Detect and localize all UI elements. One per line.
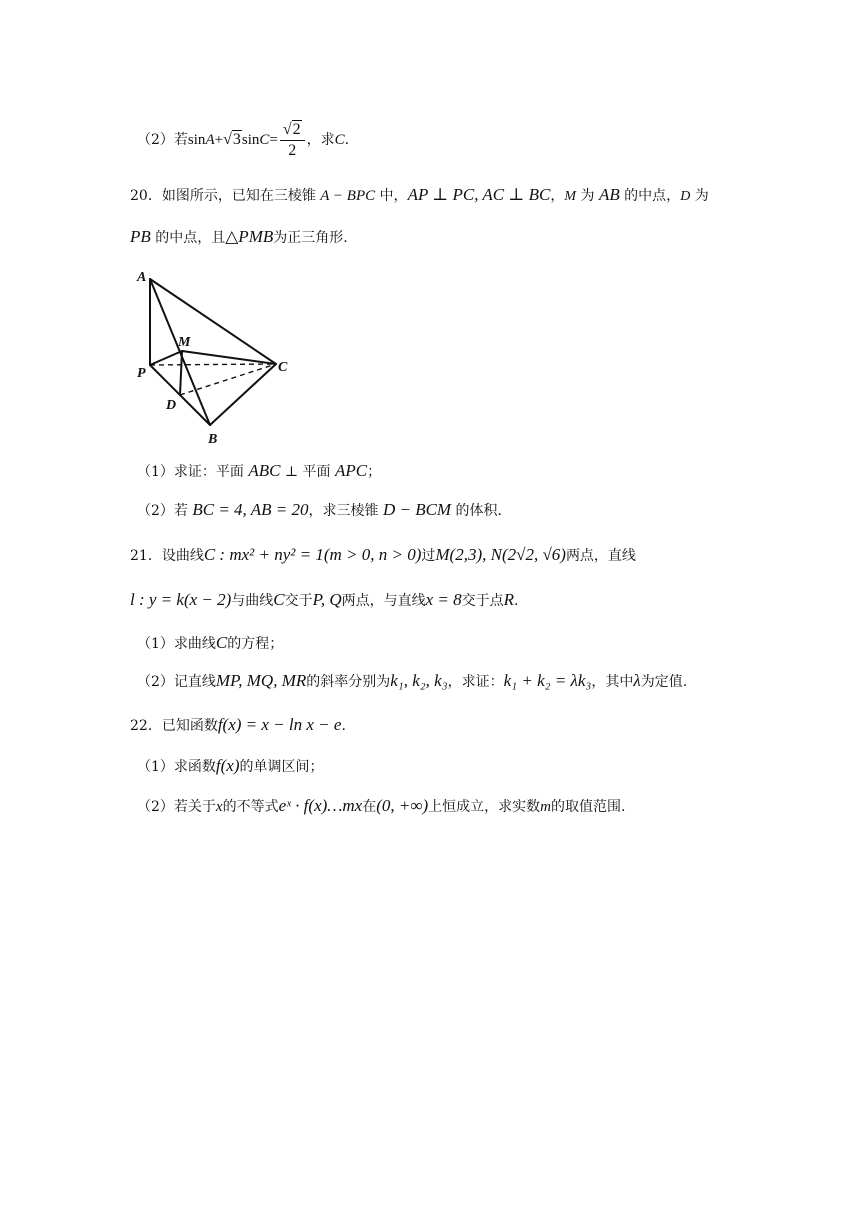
- q21-point-r: R: [503, 590, 515, 609]
- q22-p2-text-b: 的不等式: [222, 799, 279, 815]
- q21-p1-curve: C: [215, 633, 228, 652]
- frac-numerator: 2: [292, 120, 301, 138]
- q22-part1: [137, 757, 324, 774]
- q21-p2-text-c: ，求证：: [447, 674, 504, 690]
- q21-line-x8: x = 8: [425, 590, 462, 609]
- q22-var-x: x: [215, 799, 223, 815]
- q22-inequality: eˣ · f(x)…mx: [278, 796, 363, 815]
- q21-line-l: l : y = k(x − 2): [130, 590, 232, 609]
- q22-p1-text-a: （1）求函数: [137, 759, 216, 775]
- q20-perp-conditions: AP ⊥ PC, AC ⊥ BC: [407, 185, 551, 204]
- sin-a-func: sin: [187, 131, 206, 148]
- q21-p2-text-a: （2）记直线: [137, 674, 216, 690]
- q21-slope-relation: k₁ + k₂ = λk₃: [503, 671, 592, 690]
- q20-line2: [130, 228, 348, 245]
- q21-line2: [130, 591, 519, 608]
- label-m: M: [178, 335, 191, 350]
- q20-p2-text-c: 的体积.: [451, 503, 502, 519]
- q19-label: （2）若: [137, 132, 188, 148]
- q21-p1-text-a: （1）求曲线: [137, 636, 216, 652]
- q21-slopes: k₁, k₂, k₃: [390, 671, 448, 690]
- q20-intro: 20．如图所示，已知在三棱锥: [130, 188, 321, 204]
- q21-curve-equation: C : mx² + ny² = 1(m > 0, n > 0): [203, 545, 422, 564]
- q22-interval: (0, +∞): [376, 796, 429, 815]
- q21-points-mn: M(2,3), N(2√2, √6): [435, 545, 566, 564]
- q20-text-l2a: 的中点，且: [150, 230, 226, 246]
- q19-tail: ，求: [306, 132, 335, 148]
- equals-sign: =: [269, 131, 278, 148]
- q22-p2-text-a: （2）若关于: [137, 799, 216, 815]
- label-c: C: [278, 360, 288, 375]
- q22-period: .: [341, 718, 346, 734]
- sin-c-var: C: [259, 131, 270, 148]
- sin-a-var: A: [205, 131, 215, 148]
- q21-text-l2a: 与曲线: [231, 593, 274, 609]
- q20-text-l2b: 为正三角形.: [273, 230, 348, 246]
- label-a: A: [137, 270, 147, 285]
- edge-md: [180, 351, 182, 395]
- label-d: D: [166, 398, 177, 413]
- q21-p2-text-e: 为定值.: [640, 674, 688, 690]
- q20-given-lengths: BC = 4, AB = 20: [192, 500, 309, 519]
- sqrt-3-radicand: 3: [232, 131, 241, 148]
- q21-text-l2d: 交于点: [461, 593, 504, 609]
- q20-line1: [130, 186, 709, 204]
- q20-text-e: 的中点，: [619, 188, 681, 204]
- q22-function: f(x) = x − ln x − e: [217, 715, 342, 734]
- fraction-sqrt2-over-2: $\frac{√2}{2}$: [280, 122, 305, 159]
- label-b: B: [208, 432, 218, 447]
- q21-p1-text-b: 的方程；: [227, 636, 284, 652]
- q21-part2: [137, 672, 687, 689]
- q20-p2-text-a: （2）若: [137, 503, 193, 519]
- q20-p1-text-b: ⊥ 平面: [280, 464, 335, 480]
- edge-ac: [150, 279, 276, 364]
- q20-part1: [137, 462, 381, 479]
- q21-line1: [130, 546, 636, 563]
- q21-text-l2e: .: [514, 593, 519, 609]
- q22-line1: [130, 716, 346, 733]
- q21-points-pq: P, Q: [312, 590, 342, 609]
- plus-sign: +: [214, 131, 224, 148]
- q22-p1-fx: f(x): [215, 756, 240, 775]
- q20-pyramid: A − BPC: [320, 188, 376, 204]
- edge-pc-hidden: [150, 364, 276, 365]
- sqrt-3: √3: [223, 131, 241, 148]
- q22-p2-text-d: 上恒成立，求实数: [428, 799, 541, 815]
- q20-text-c: ，: [550, 188, 565, 204]
- q21-text-l2c: 两点，与直线: [341, 593, 426, 609]
- q20-p2-text-b: ，求三棱锥: [308, 503, 383, 519]
- q21-part1: [137, 634, 283, 651]
- q20-triangle-pmb: △PMB: [225, 227, 274, 246]
- q20-p1-text-c: ；: [367, 464, 382, 480]
- q20-text-f: 为: [690, 188, 709, 204]
- q22-intro: 22．已知函数: [130, 718, 218, 734]
- q20-pyramid-dbcm: D − BCM: [382, 500, 452, 519]
- q19-period: .: [344, 132, 350, 148]
- q21-curve-c: C: [273, 590, 285, 609]
- label-p: P: [137, 366, 146, 381]
- q20-text-d: 为: [576, 188, 599, 204]
- q22-var-m: m: [540, 799, 551, 815]
- q21-p2-text-d: ，其中: [591, 674, 634, 690]
- q22-p1-text-b: 的单调区间；: [239, 759, 324, 775]
- edge-pm: [150, 351, 182, 365]
- q20-var-d: D: [680, 189, 691, 204]
- q20-text-b: 中，: [375, 188, 408, 204]
- q22-p2-text-e: 的取值范围.: [550, 799, 626, 815]
- q21-p2-text-b: 的斜率分别为: [306, 674, 391, 690]
- q20-var-pb: PB: [130, 227, 151, 246]
- q20-p1-text-a: （1）求证：平面: [137, 464, 249, 480]
- edge-mc: [182, 351, 276, 364]
- q20-var-m: M: [564, 189, 577, 204]
- q21-text-c: 两点，直线: [565, 548, 636, 564]
- sin-c-func: sin: [241, 131, 260, 148]
- edge-bc: [210, 364, 276, 425]
- q19-part2: [137, 116, 349, 164]
- q21-lines-mp-mq-mr: MP, MQ, MR: [215, 671, 307, 690]
- q20-var-ab: AB: [598, 185, 620, 204]
- q21-text-b: 过: [421, 548, 436, 564]
- q20-plane-apc: APC: [335, 461, 368, 480]
- frac-denominator: 2: [288, 141, 297, 159]
- pyramid-figure: [130, 266, 300, 448]
- q21-lambda: λ: [633, 671, 641, 690]
- q21-text-l2b: 交于: [284, 593, 313, 609]
- q19-var-c: C: [334, 131, 345, 148]
- q21-intro: 21．设曲线: [130, 548, 204, 564]
- q20-part2: [137, 501, 502, 518]
- q22-p2-text-c: 在: [362, 799, 377, 815]
- q22-part2: [137, 797, 625, 815]
- q20-plane-abc: ABC: [248, 461, 281, 480]
- edge-dc-hidden: [180, 364, 276, 395]
